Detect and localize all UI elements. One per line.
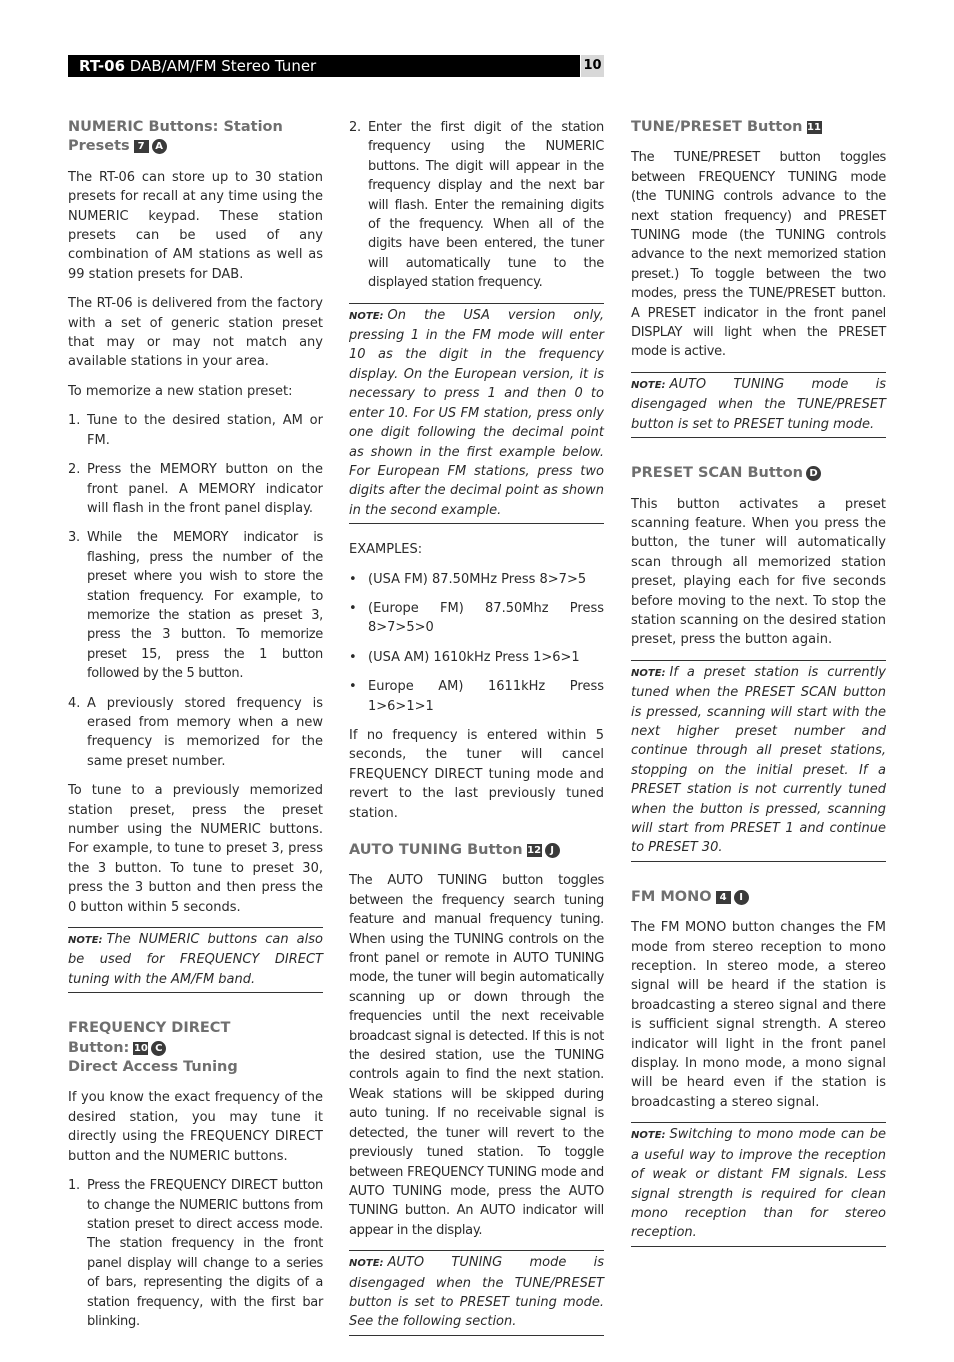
note-text: AUTO TUNING mode is disengaged when the TUNE/PRESET button is set to PRESET tuning mode. See the following section. [349,1255,604,1330]
frequency-direct-heading-line1: FREQUENCY DIRECT [68,1020,231,1037]
remote-letter-badge: I [734,890,749,905]
note-label: NOTE: [349,1258,384,1270]
preset-scan-heading [631,464,886,483]
fm-mono-heading-text: FM MONO [631,888,712,905]
note-text: On the USA version only, pressing 1 in the FM mode will enter 10 as the digit in the frequency display. On the European version, it is necessary to press 1 and then 0 to enter 10. For US FM station, press only one digit following the decimal point as shown in the first example below. For European FM stations, press two digits after the decimal point as shown in the second example. [349,307,604,518]
key-number-badge: 11 [807,122,821,133]
numeric-heading-line1: NUMERIC Buttons: Station [68,119,283,135]
note-text: The NUMERIC buttons can also be used for FREQUENCY DIRECT tuning with the AM/FM band. [68,932,323,987]
tune-preset-heading-text: TUNE/PRESET Button [631,119,803,135]
list-item [349,118,604,293]
numeric-paragraph-3: To memorize a new station preset: [68,383,293,399]
examples-list [349,570,604,716]
note-box [631,660,886,862]
step-text: A previously stored frequency is erased from memory when a new frequency is memorized for the same preset number. [87,695,323,769]
note-box [68,927,323,993]
frequency-direct-steps-cont [349,118,604,293]
page-number: 10 [581,55,604,77]
numeric-heading-line2: Presets [68,138,130,155]
examples-label: EXAMPLES: [349,542,423,558]
note-box [631,1122,886,1246]
tune-preset-paragraph: The TUNE/PRESET button toggles between FREQUENCY TUNING mode (the TUNING controls advance to the next station frequency) and PRESET TUNING mode (the TUNING controls advance to the next memorized station preset.) To toggle between the two modes, press the TUNE/PRESET button. A PRESET indicator in the front panel DISPLAY will light when the PRESET mode is active. [631,150,886,360]
step-number: 4. [68,695,81,711]
step-number: 2. [349,120,361,135]
numeric-paragraph-4: To tune to a previously memorized station preset, press the preset number using the NUMERIC buttons. For example, to tune to preset 3, press the 3 button. To tune to preset 30, press the 3 button and then press the 0 button within 5 seconds. [68,783,323,915]
note-label: NOTE: [631,379,666,391]
note-label: NOTE: [68,935,103,947]
step-text: Tune to the desired station, AM or FM. [87,413,323,448]
frequency-direct-steps [68,1176,323,1331]
step-text: While the MEMORY indicator is flashing, press the number of the preset where you wish to store the station frequency. For example, to memorize the station as preset 3, press the 3 button. To memorize preset 15, press the 1 button followed by the 5 button. [87,530,323,682]
list-item [349,599,604,638]
frequency-direct-heading [68,1019,323,1077]
no-frequency-paragraph: If no frequency is entered within 5 seconds, the tuner will cancel FREQUENCY DIRECT tuning mode and revert to the last previously tuned station. [349,727,604,821]
list-item [349,648,604,667]
step-text: Press the FREQUENCY DIRECT button to change the NUMERIC buttons from station preset to direct access mode. The station frequency in the front panel display will change to a series of bars, representing the digits of a station frequency, with the first bar blinking. [87,1178,323,1329]
list-item [349,570,604,589]
list-item [68,411,323,450]
bullet: • [349,571,357,587]
preset-scan-heading-text: PRESET SCAN Button [631,465,803,482]
remote-letter-badge: J [545,843,560,858]
product-title: DAB/AM/FM Stereo Tuner [129,57,317,75]
column-middle [349,118,604,1362]
bullet: • [349,600,357,616]
preset-scan-paragraph: This button activates a preset scanning feature. When you press the button, the tuner will automatically scan through all memorized station preset, playing each for five seconds before moving to the next. To stop the station scanning on the desired station preset, press the button again. [631,496,886,648]
auto-tuning-paragraph: The AUTO TUNING button toggles between the frequency search tuning feature and manual frequency tuning. When using the TUNING controls on the front panel or remote in AUTO TUNING mode, the tuner will begin automatically scanning up or down through the frequencies until the next receivable broadcast signal is detected. If this is not the desired station, use the TUNING controls again to find the next station. Weak stations will be skipped during auto tuning. If no receivable signal is detected, the tuner will revert to the previously tuned station. To toggle between FREQUENCY TUNING mode and AUTO TUNING mode, press the AUTO TUNING button. An AUTO indicator will appear in the display. [349,873,604,1238]
list-item [68,694,323,772]
step-text: Press the MEMORY button on the front panel. A MEMORY indicator will flash in the front panel display. [87,462,323,516]
model-name: RT-06 [79,57,126,75]
note-text: Switching to mono mode can be a useful way to improve the reception of weak or distant FM signals. Less signal strength is required for clean mono reception than for stereo reception. [631,1127,886,1241]
remote-letter-badge: C [151,1041,166,1056]
example-text: (USA AM) 1610kHz Press 1>6>1 [368,649,580,665]
key-number-badge: 7 [134,140,149,153]
auto-tuning-heading [349,841,604,860]
tune-preset-heading [631,118,886,137]
note-text: AUTO TUNING mode is disengaged when the TUNE/PRESET button is set to PRESET tuning mode. [631,376,886,432]
column-left [68,118,323,1341]
note-label: NOTE: [631,667,666,679]
frequency-direct-heading-line2: Button: [68,1039,130,1056]
step-number: 2. [68,462,81,478]
note-box [349,303,604,524]
note-box [349,1250,604,1336]
numeric-paragraph-1: The RT-06 can store up to 30 station presets for recall at any time using the NUMERIC keypad. These station presets can be used of any combination of AM stations as well as 99 station presets for DAB. [68,169,323,282]
note-label: NOTE: [349,310,384,322]
fm-mono-heading [631,888,886,907]
list-item [68,460,323,518]
step-text: Enter the first digit of the station frequency using the NUMERIC buttons. The digit will appear in the frequency display and the next bar will flash. Enter the remaining digits of the frequency. When all of the digits have been entered, the tuner will automatically tune to the displayed station frequency. [368,120,604,291]
remote-letter-badge: A [152,139,167,154]
fm-mono-paragraph: The FM MONO button changes the FM mode from stereo reception to mono reception. In stereo mode, a stereo signal will be heard if the station is broadcasting a stereo signal and there is sufficient signal strength. A stereo indicator will light in the front panel display. In mono mode, a mono signal will be heard even if the station is broadcasting a stereo signal. [631,920,886,1110]
bullet: • [349,649,357,665]
remote-letter-badge: D [806,466,821,481]
column-right [631,118,886,1273]
frequency-direct-heading-line3: Direct Access Tuning [68,1059,238,1076]
page-header [68,55,580,77]
step-number: 1. [68,1178,80,1194]
auto-tuning-heading-text: AUTO TUNING Button [349,842,523,858]
step-number: 1. [68,413,81,429]
step-number: 3. [68,530,80,546]
example-text: (USA FM) 87.50MHz Press 8>7>5 [368,571,587,587]
key-number-badge: 10 [133,1042,148,1054]
bullet: • [349,679,357,695]
numeric-heading [68,118,323,157]
numeric-paragraph-2: The RT-06 is delivered from the factory with a set of generic station preset that may or may not match any available stations in your area. [68,296,323,370]
note-box [631,372,886,438]
list-item [68,1176,323,1331]
key-number-badge: 4 [716,891,731,904]
example-text: Europe AM) 1611kHz Press 1>6>1>1 [368,679,604,714]
list-item [68,528,323,683]
list-item [349,677,604,716]
memorize-steps [68,411,323,771]
key-number-badge: 12 [527,845,542,856]
frequency-direct-paragraph-1: If you know the exact frequency of the desired station, you may tune it directly using the FREQUENCY DIRECT button and the NUMERIC buttons. [68,1090,323,1164]
note-label: NOTE: [631,1130,666,1142]
example-text: (Europe FM) 87.50Mhz Press 8>7>5>0 [368,600,604,636]
note-text: If a preset station is currently tuned when the PRESET SCAN button is pressed, scanning will start with the next higher preset number and continue through all preset stations, stopping on the initial preset. If a PRESET station is not currently tuned when the button is pressed, scanning will start from PRESET 1 and continue to PRESET 30. [631,664,886,856]
